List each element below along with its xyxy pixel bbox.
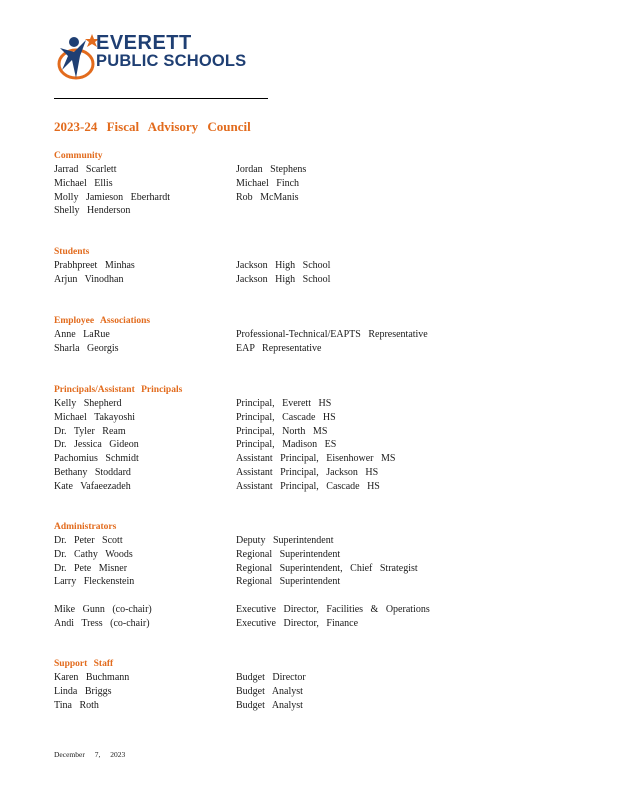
list-item: Michael Takayoshi Principal, Cascade HS (54, 411, 336, 423)
list-item: Mike Gunn (co-chair) Executive Director, Facilities & Operations (54, 603, 430, 615)
list-item: Kate Vafaeezadeh Assistant Principal, Cascade HS (54, 480, 380, 492)
header-rule (54, 98, 268, 99)
list-item: Anne LaRue Professional-Technical/EAPTS Representative (54, 329, 428, 340)
section-heading: Administrators (54, 522, 117, 532)
list-item: Jarrad Scarlett Jordan Stephens (54, 164, 307, 175)
section-heading: Students (54, 247, 90, 257)
list-item: Shelly Henderson (54, 205, 131, 217)
list-item: Molly Jamieson Eberhardt Rob McManis (54, 191, 299, 203)
list-item: Tina Roth Budget Analyst (54, 699, 303, 711)
logo-line-2: PUBLIC SCHOOLS (96, 52, 247, 70)
list-item: Michael Ellis Michael Finch (54, 177, 300, 189)
document-date: December 7, 2023 (54, 750, 126, 759)
section-principals (54, 384, 574, 494)
list-spacer (54, 589, 574, 603)
list-item: Larry Fleckenstein Regional Superintendent (54, 576, 341, 588)
section-employee-associations (54, 315, 574, 356)
list-item: Dr. Jessica Gideon Principal, Madison ES (54, 439, 337, 451)
list-item: Arjun Vinodhan Jackson High School (54, 273, 331, 285)
list-item: Sharla Georgis EAP Representative (54, 342, 322, 354)
section-heading: Principals/Assistant Principals (54, 385, 183, 395)
list-item: Kelly Shepherd Principal, Everett HS (54, 398, 332, 409)
district-logo (56, 30, 256, 90)
list-item: Pachomius Schmidt Assistant Principal, Eisenhower MS (54, 453, 396, 465)
section-students (54, 246, 574, 287)
section-heading: Community (54, 151, 103, 161)
section-heading: Employee Associations (54, 316, 151, 326)
document-title: 2023-24 Fiscal Advisory Council (54, 119, 251, 134)
list-item: Bethany Stoddard Assistant Principal, Jackson HS (54, 466, 379, 478)
list-item: Dr. Peter Scott Deputy Superintendent (54, 535, 334, 546)
star-figure-icon (56, 30, 100, 86)
list-item: Dr. Tyler Ream Principal, North MS (54, 425, 328, 437)
logo-line-1: EVERETT (96, 32, 192, 54)
list-item: Prabhpreet Minhas Jackson High School (54, 260, 331, 271)
list-item: Andi Tress (co-chair) Executive Director, Finance (54, 617, 359, 629)
section-support-staff (54, 658, 574, 712)
list-item: Dr. Cathy Woods Regional Superintendent (54, 548, 341, 560)
list-item: Dr. Pete Misner Regional Superintendent, Chief Strategist (54, 562, 418, 574)
list-item: Karen Buchmann Budget Director (54, 672, 306, 683)
section-community (54, 150, 574, 218)
list-item: Linda Briggs Budget Analyst (54, 685, 303, 697)
section-heading: Support Staff (54, 659, 114, 669)
section-administrators (54, 521, 574, 631)
